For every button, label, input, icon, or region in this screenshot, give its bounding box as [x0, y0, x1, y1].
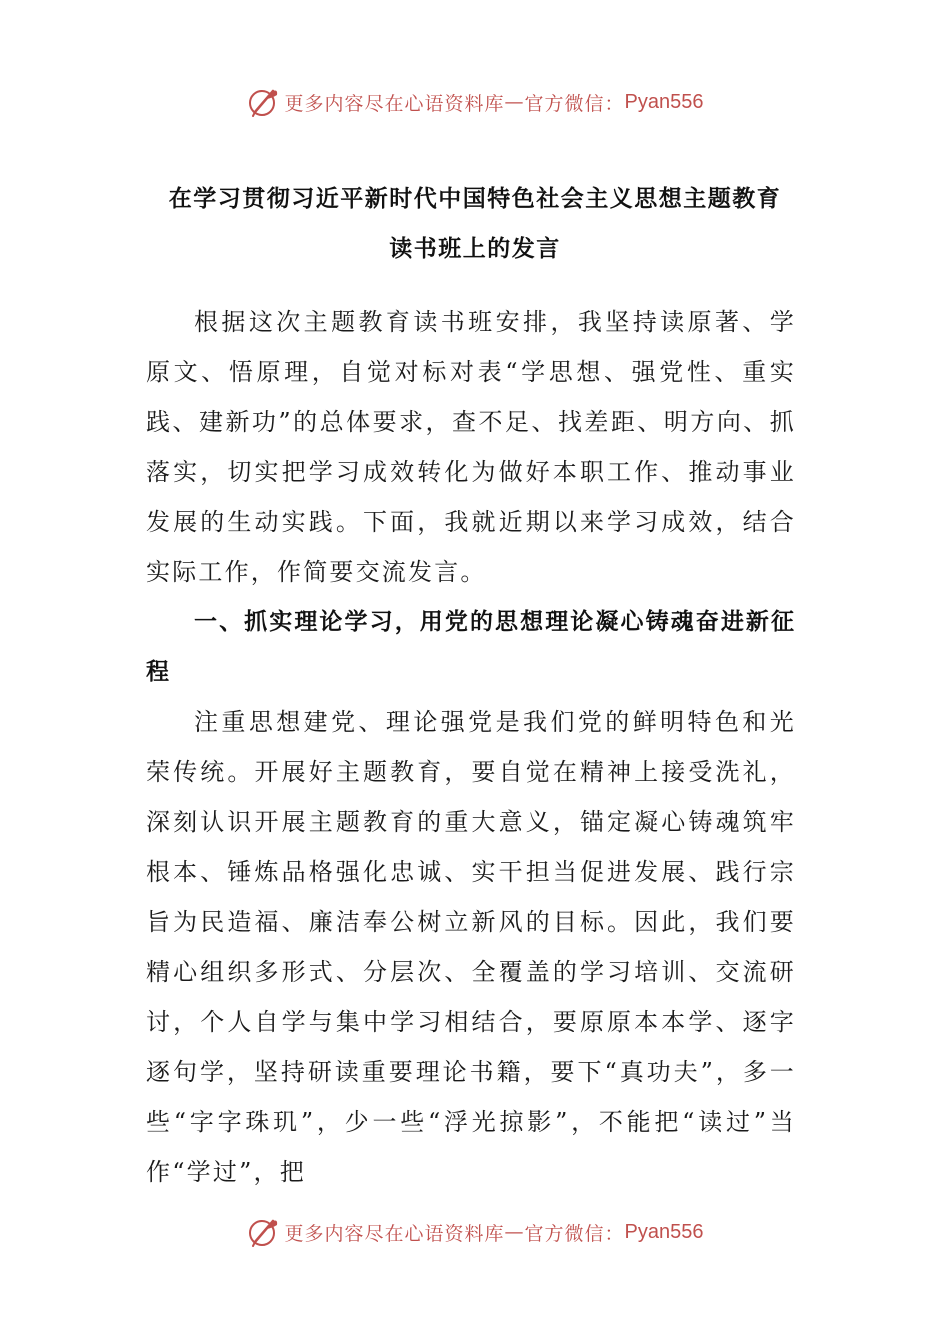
quill-pen-logo-icon	[247, 85, 281, 119]
watermark-main-text: 更多内容尽在心语资料库	[284, 1222, 505, 1245]
watermark-wechat-id: Pyan556	[624, 1220, 704, 1243]
watermark-header	[0, 82, 950, 122]
document-body	[146, 297, 796, 1197]
section-heading-1: 一、抓实理论学习，用党的思想理论凝心铸魂奋进新征程	[146, 609, 796, 685]
watermark-main-text: 更多内容尽在心语资料库	[284, 92, 505, 115]
watermark-label: 官方微信：	[524, 92, 625, 115]
paragraph-section-1: 注重思想建党、理论强党是我们党的鲜明特色和光荣传统。开展好主题教育，要自觉在精神上接受洗礼，深刻认识开展主题教育的重大意义，锚定凝心铸魂筑牢根本、锤炼品格强化忠诚、实干担当促进发展、践行宗旨为民造福、廉洁奉公树立新风的目标。因此，我们要精心组织多形式、分层次、全覆盖的学习培训、交流研讨，个人自学与集中学习相结合，要原原本本学、逐字逐句学，坚持研读重要理论书籍，要下“真功夫”，多一些“字字珠玑”，少一些“浮光掠影”，不能把“读过”当作“学过”，把	[146, 708, 796, 1186]
watermark-label: 官方微信：	[524, 1222, 625, 1245]
document-title-line-2: 读书班上的发言	[389, 236, 561, 262]
watermark-separator: —	[504, 1221, 525, 1243]
watermark-separator: —	[504, 91, 525, 113]
quill-pen-logo-icon	[247, 1215, 281, 1249]
watermark-footer	[0, 1212, 950, 1252]
paragraph-intro: 根据这次主题教育读书班安排，我坚持读原著、学原文、悟原理，自觉对标对表“学思想、强党性、重实践、建新功”的总体要求，查不足、找差距、明方向、抓落实，切实把学习成效转化为做好本职工作、推动事业发展的生动实践。下面，我就近期以来学习成效，结合实际工作，作简要交流发言。	[146, 308, 796, 586]
watermark-wechat-id: Pyan556	[624, 90, 704, 113]
document-title-line-1: 在学习贯彻习近平新时代中国特色社会主义思想主题教育	[168, 186, 782, 212]
